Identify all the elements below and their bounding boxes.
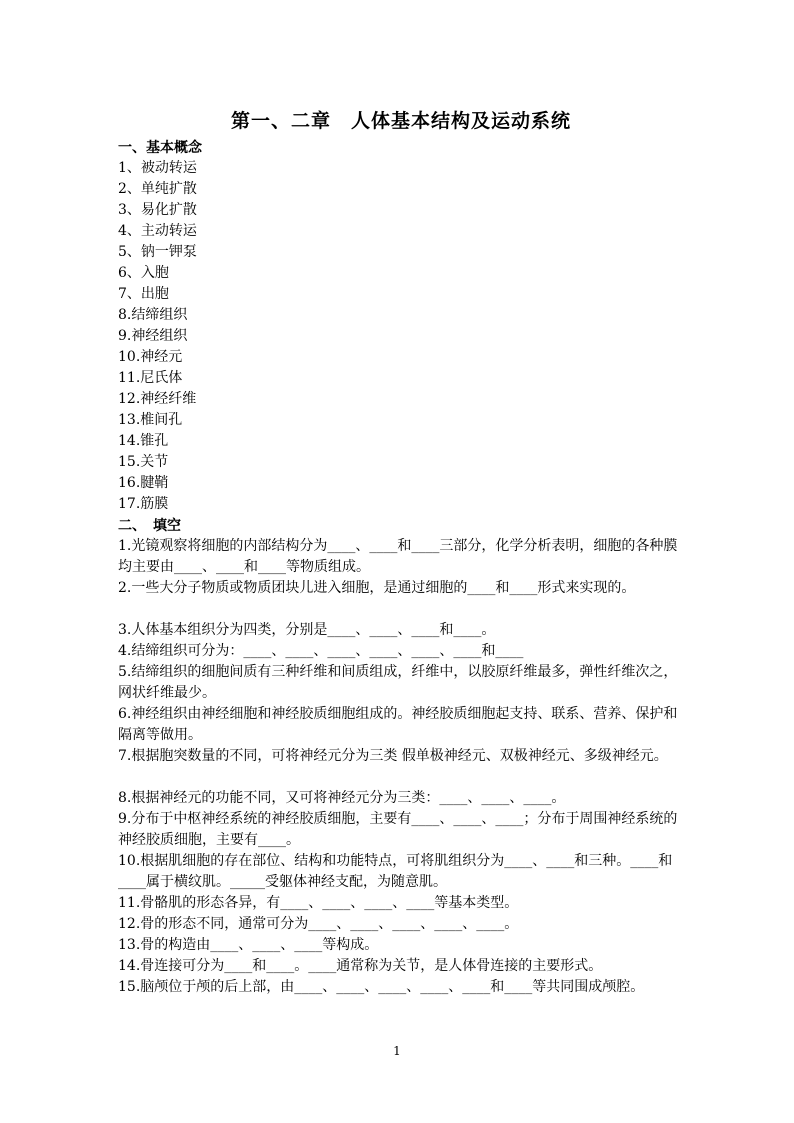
list-item: 5、钠一钾泵 (118, 244, 197, 260)
list-item: 8.结缔组织 (118, 307, 188, 323)
list-item: 10.神经元 (118, 349, 183, 365)
section-heading-concepts: 一、基本概念 (118, 140, 202, 156)
list-item: 13.椎间孔 (118, 412, 183, 428)
list-item: 17.筋膜 (118, 496, 169, 512)
question: 7.根据胞突数量的不同，可将神经元分为三类 假单极神经元、双极神经元、多级神经元。 (118, 748, 668, 764)
question: 1.光镜观察将细胞的内部结构分为____、____和____三部分，化学分析表明，细胞的各种膜均主要由____、____和____等物质组成。 (118, 538, 678, 575)
question: 11.骨骼肌的形态各异，有____、____、____、____等基本类型。 (118, 895, 519, 911)
list-item: 11.尼氏体 (118, 370, 183, 386)
list-item: 14.锥孔 (118, 433, 169, 449)
question: 14.骨连接可分为____和____。____通常称为关节，是人体骨连接的主要形式。 (118, 958, 603, 974)
question: 6.神经组织由神经细胞和神经胶质细胞组成的。神经胶质细胞起支持、联系、营养、保护和隔离等做用。 (118, 706, 678, 743)
list-item: 3、易化扩散 (118, 202, 197, 218)
section-heading-fill: 二、 填空 (118, 518, 181, 534)
list-item: 7、出胞 (118, 286, 169, 302)
list-item: 4、主动转运 (118, 223, 197, 239)
question: 2.一些大分子物质或物质团块儿进入细胞，是通过细胞的____和____形式来实现的。 (118, 580, 636, 596)
page-number: 1 (393, 1044, 401, 1058)
question: 15.脑颅位于颅的后上部，由____、____、____、____、____和____等共同围成颅腔。 (118, 979, 645, 995)
list-item: 9.神经组织 (118, 328, 188, 344)
question: 13.骨的构造由____、____、____等构成。 (118, 937, 379, 953)
question: 10.根据肌细胞的存在部位、结构和功能特点，可将肌组织分为____、____和三种。____和____属于横纹肌。_____受躯体神经支配，为随意肌。 (118, 853, 673, 890)
list-item: 16.腱鞘 (118, 475, 169, 491)
question: 9.分布于中枢神经系统的神经胶质细胞，主要有____、____、____；分布于周围神经系统的神经胶质细胞，主要有____。 (118, 811, 678, 848)
list-item: 2、单纯扩散 (118, 181, 197, 197)
question: 3.人体基本组织分为四类，分别是____、____、____和____。 (118, 622, 496, 638)
list-item: 15.关节 (118, 454, 169, 470)
question: 12.骨的形态不同，通常可分为____、____、____、____、____。 (118, 916, 519, 932)
list-item: 12.神经纤维 (118, 391, 197, 407)
page-title: 第一、二章 人体基本结构及运动系统 (230, 110, 571, 132)
list-item: 1、被动转运 (118, 160, 197, 176)
question: 4.结缔组织可分为：____、____、____、____、____、____和____ (118, 643, 524, 659)
question: 8.根据神经元的功能不同，又可将神经元分为三类：____、____、____。 (118, 790, 566, 806)
question: 5.结缔组织的细胞间质有三种纤维和间质组成，纤维中，以胶原纤维最多，弹性纤维次之，网状纤维最少。 (118, 664, 678, 701)
list-item: 6、入胞 (118, 265, 169, 281)
